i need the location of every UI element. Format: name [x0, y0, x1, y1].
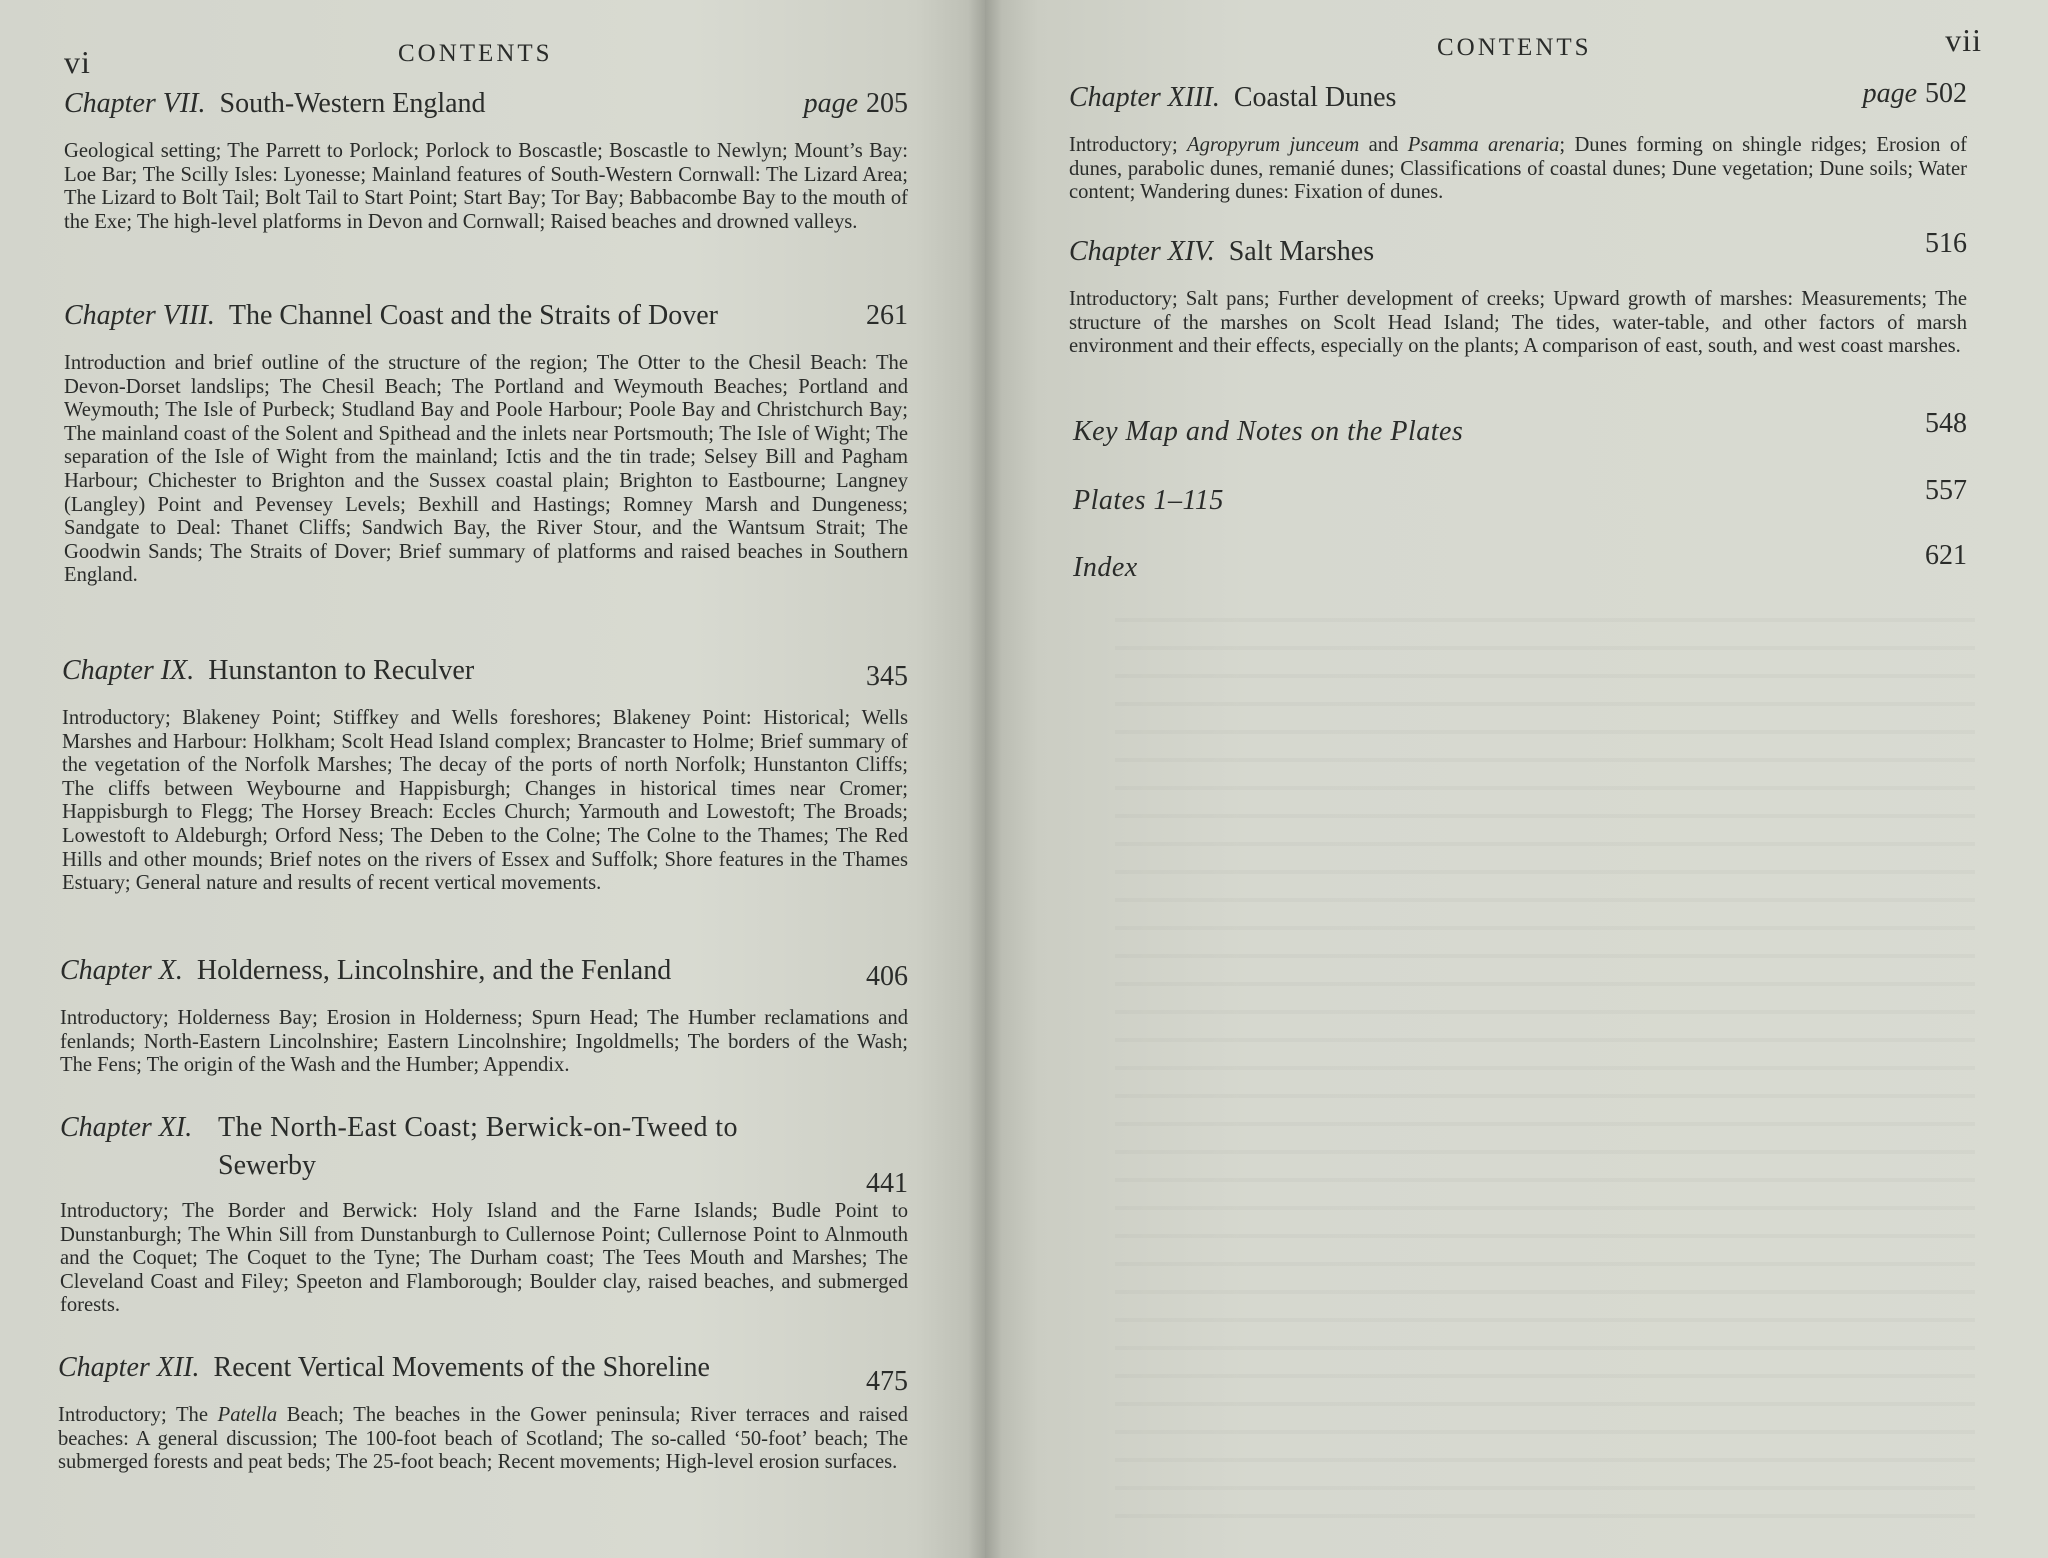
right-running-head: CONTENTS [1437, 34, 1592, 61]
page-word: page [1862, 78, 1917, 109]
chapter-description: Introductory; The Border and Berwick: Holy Island and the Farne Islands; Budle Point to Dunstanburgh; The Whin Sill from Dunstanburgh to Cullernose Point; Cullernose Point to Alnmouth and the Coquet; The Coquet to the Tyne; The Durham coast; The Tees Mouth and Marshes; The Cleveland Coast and Filey; Speeton and Flamborough; Boulder clay, raised beaches, and submerged forests. [60, 1200, 908, 1317]
entry-page-number: 548 [1925, 408, 1967, 439]
left-folio: vi [64, 44, 91, 80]
left-running-head: CONTENTS [398, 40, 553, 67]
show-through-texture [1115, 600, 1975, 1520]
entry-title: Index [1073, 552, 1138, 583]
chapter-description: Introductory; Holderness Bay; Erosion in Holderness; Spurn Head; The Humber reclamations and fenlands; North-Eastern Lincolnshire; Eastern Lincolnshire; Ingoldmells; The borders of the Wash; The Fens; The origin of the Wash and the Humber; Appendix. [60, 1007, 908, 1077]
toc-entry-index [1073, 540, 1967, 596]
chapter-label: Chapter XI. [60, 1112, 193, 1143]
chapter-page-number: 516 [1925, 228, 1967, 259]
book-gutter [968, 0, 1002, 1558]
chapter-label: Chapter XIV. [1069, 236, 1215, 267]
right-page [985, 0, 2048, 1558]
chapter-label: Chapter IX. [62, 655, 195, 686]
chapter-page-number: 205 [866, 88, 908, 119]
entry-title: Key Map and Notes on the Plates [1073, 416, 1464, 447]
toc-entry-chapter-xiii [1069, 78, 1967, 205]
chapter-title: Hunstanton to Reculver [208, 655, 475, 686]
toc-entry-chapter-ix [62, 655, 908, 896]
chapter-description: Introductory; The Patella Beach; The beaches in the Gower peninsula; River terraces and raised beaches: A general discussion; The 100-foot beach of Scotland; The so-called ‘50-foot’ beach; The submerged forests and peat beds; The 25-foot beach; Recent movements; High-level erosion surfaces. [58, 1404, 908, 1474]
toc-entry-chapter-x [60, 955, 908, 1078]
chapter-label: Chapter X. [60, 955, 183, 986]
chapter-description: Introduction and brief outline of the structure of the region; The Otter to the Chesil Beach: The Devon-Dorset landslips; The Chesil Beach; The Portland and Weymouth Beaches; Portland and Weymouth; The Isle of Purbeck; Studland Bay and Poole Harbour; Poole Bay and Christchurch Bay; The mainland coast of the Solent and Spithead and the inlets near Portsmouth; The Isle of Wight; The separation of the Isle of Wight from the mainland; Ictis and the tin trade; Selsey Bill and Pagham Harbour; Chichester to Brighton and the Sussex coastal plain; Brighton to Eastbourne; Langney (Langley) Point and Pevensey Levels; Bexhill and Hastings; Romney Marsh and Dungeness; Sandgate to Deal: Thanet Cliffs; Sandwich Bay, the River Stour, and the Wantsum Strait; The Goodwin Sands; The Straits of Dover; Brief summary of platforms and raised beaches in Southern England. [64, 352, 908, 587]
chapter-description: Introductory; Salt pans; Further development of creeks; Upward growth of marshes: Measurements; The structure of the marshes on Scolt Head Island; The tides, water-table, and other factors of marsh environment and their effects, especially on the plants; A comparison of east, south, and west coast marshes. [1069, 288, 1967, 358]
toc-entry-plates [1073, 475, 1967, 529]
chapter-title: Salt Marshes [1228, 236, 1375, 267]
chapter-title: The Channel Coast and the Straits of Dover [228, 300, 718, 331]
chapter-title-line-1: The North-East Coast; Berwick-on-Tweed to [218, 1112, 738, 1143]
entry-page-number: 621 [1925, 540, 1967, 571]
chapter-page-number: 502 [1925, 78, 1967, 109]
chapter-page-number: 261 [866, 300, 908, 331]
chapter-title: Coastal Dunes [1233, 82, 1397, 113]
chapter-title-line-2: Sewerby [218, 1150, 316, 1181]
toc-entry-chapter-vii [64, 88, 908, 234]
chapter-description: Introductory; Blakeney Point; Stiffkey and Wells foreshores; Blakeney Point: Historical; Wells Marshes and Harbour: Holkham; Scolt Head Island complex; Brancaster to Holme; Brief summary of the vegetation of the Norfolk Marshes; The decay of the ports of north Norfolk; Hunstanton Cliffs; The cliffs between Weybourne and Happisburgh; Changes in historical times near Cromer; Happisburgh to Flegg; The Horsey Breach: Eccles Church; Yarmouth and Lowestoft; The Broads; Lowestoft to Aldeburgh; Orford Ness; The Deben to the Colne; The Colne to the Thames; The Red Hills and other mounds; Brief notes on the rivers of Essex and Suffolk; Shore features in the Thames Estuary; General nature and results of recent vertical movements. [62, 707, 908, 895]
chapter-title: South-Western England [219, 88, 486, 119]
chapter-title: Holderness, Lincolnshire, and the Fenland [196, 955, 672, 986]
chapter-page-number: 406 [866, 961, 908, 992]
chapter-page-number: 475 [866, 1366, 908, 1397]
chapter-page-number: 345 [866, 661, 908, 692]
chapter-title: Recent Vertical Movements of the Shoreline [213, 1352, 710, 1383]
toc-entry-chapter-viii [64, 300, 908, 588]
chapter-label: Chapter XII. [58, 1352, 200, 1383]
left-page [0, 0, 985, 1558]
chapter-label: Chapter VII. [64, 88, 206, 119]
right-folio: vii [1945, 22, 1982, 58]
entry-page-number: 557 [1925, 475, 1967, 506]
chapter-description: Geological setting; The Parrett to Porlock; Porlock to Boscastle; Boscastle to Newlyn; Mount’s Bay: Loe Bar; The Scilly Isles: Lyonesse; Mainland features of South-Western Cornwall: The Lizard Area; The Lizard to Bolt Tail; Bolt Tail to Start Point; Start Bay; Tor Bay; Babbacombe Bay to the mouth of the Exe; The high-level platforms in Devon and Cornwall; Raised beaches and drowned valleys. [64, 140, 908, 233]
entry-title: Plates 1–115 [1073, 485, 1224, 516]
chapter-description: Introductory; Agropyrum junceum and Psamma arenaria; Dunes forming on shingle ridges; Erosion of dunes, parabolic dunes, remanié dunes; Classifications of coastal dunes; Dune vegetation; Dune soils; Water content; Wandering dunes: Fixation of dunes. [1069, 134, 1967, 204]
toc-entry-chapter-xi [60, 1112, 908, 1318]
chapter-page-number: 441 [866, 1168, 908, 1199]
chapter-label: Chapter XIII. [1069, 82, 1220, 113]
chapter-label: Chapter VIII. [64, 300, 215, 331]
toc-entry-key-map [1073, 408, 1967, 460]
toc-entry-chapter-xiv [1069, 228, 1967, 359]
toc-entry-chapter-xii [58, 1352, 908, 1475]
page-word: page [803, 88, 858, 119]
